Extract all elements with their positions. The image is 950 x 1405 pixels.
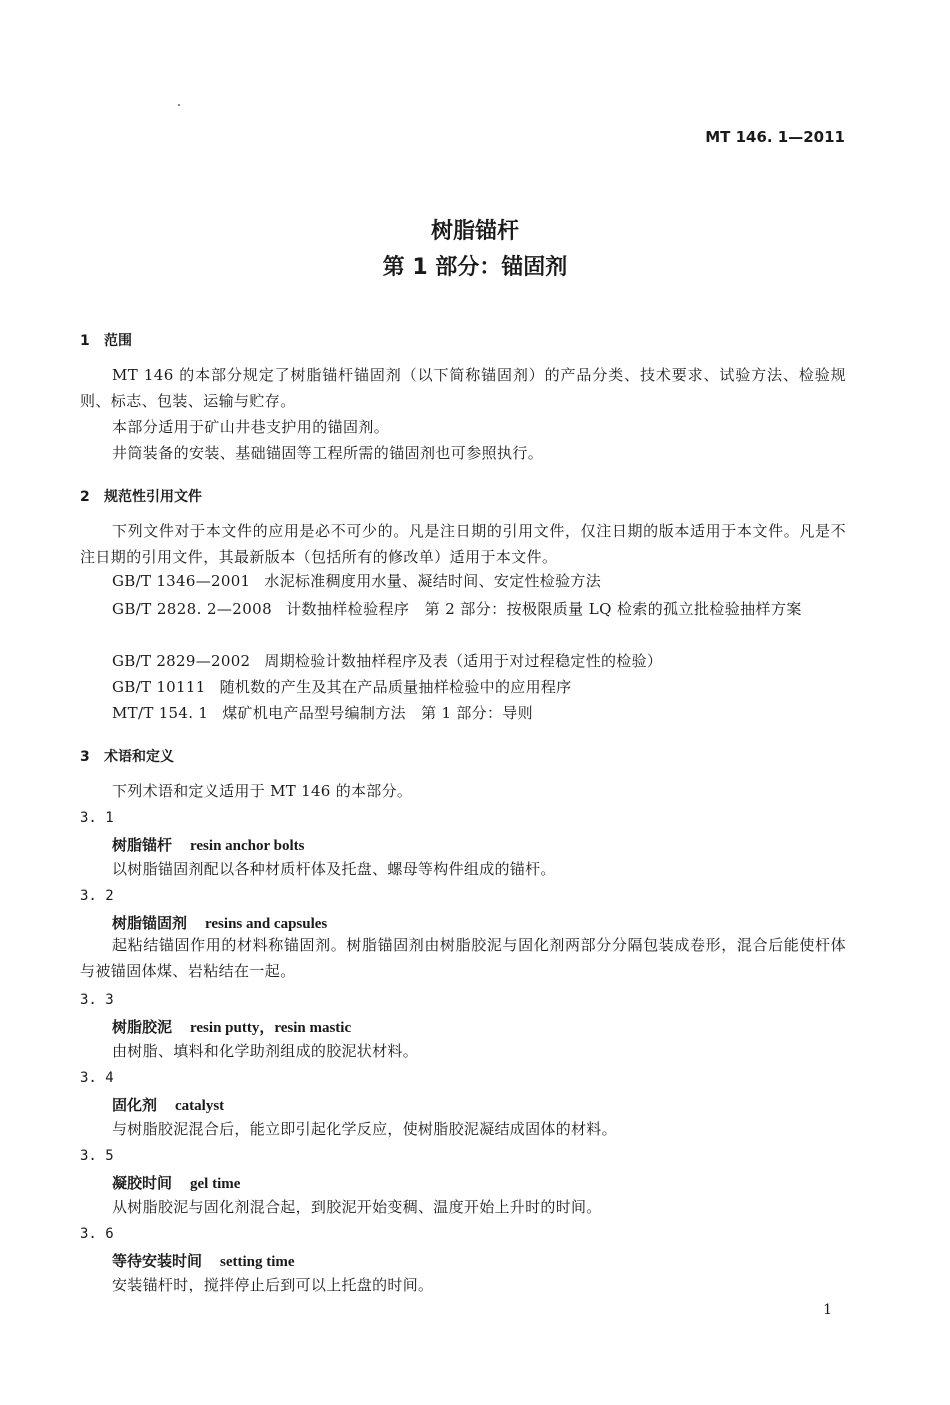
reference-code: GB/T 2829—2002 xyxy=(112,652,251,670)
paragraph: 本部分适用于矿山井巷支护用的锚固剂。 xyxy=(112,418,390,436)
term-heading xyxy=(112,1016,351,1037)
term-en: resin putty，resin mastic xyxy=(190,1020,352,1036)
term-number: 3. 4 xyxy=(80,1070,114,1086)
reference-code: GB/T 2828. 2—2008 xyxy=(112,600,273,618)
term-zh: 树脂锚杆 xyxy=(112,836,173,854)
section-2-heading xyxy=(80,486,202,506)
paragraph: MT 146 的本部分规定了树脂锚杆锚固剂（以下简称锚固剂）的产品分类、技术要求、试验方法、检验规则、标志、包装、运输与贮存。 xyxy=(80,366,846,410)
section-title: 范围 xyxy=(104,333,132,349)
term-heading xyxy=(112,912,327,933)
section-3-heading xyxy=(80,746,174,766)
reference-code: GB/T 10111 xyxy=(112,678,206,696)
term-number: 3. 2 xyxy=(80,888,114,904)
term-heading xyxy=(112,1094,224,1115)
term-definition: 起粘结锚固作用的材料称锚固剂。树脂锚固剂由树脂胶泥与固化剂两部分分隔包装成卷形，混合后能使杆体与被锚固体煤、岩粘结在一起。 xyxy=(80,936,846,980)
term-definition: 从树脂胶泥与固化剂混合起，到胶泥开始变稠、温度开始上升时的时间。 xyxy=(112,1198,602,1216)
term-definition: 由树脂、填料和化学助剂组成的胶泥状材料。 xyxy=(112,1042,419,1060)
section-number: 3 xyxy=(80,749,90,765)
term-number: 3. 1 xyxy=(80,810,114,826)
term-heading xyxy=(112,1250,295,1271)
document-subtitle: 第 1 部分：锚固剂 xyxy=(382,255,568,280)
paragraph: 下列术语和定义适用于 MT 146 的本部分。 xyxy=(112,782,413,800)
term-definition: 安装锚杆时，搅拌停止后到可以上托盘的时间。 xyxy=(112,1276,434,1294)
reference-title: 水泥标准稠度用水量、凝结时间、安定性检验方法 xyxy=(264,572,601,590)
section-1-heading xyxy=(80,330,132,350)
section-title: 规范性引用文件 xyxy=(104,489,202,505)
reference-title: 周期检验计数抽样程序及表（适用于对过程稳定性的检验） xyxy=(264,652,663,670)
paragraph: 下列文件对于本文件的应用是必不可少的。凡是注日期的引用文件，仅注日期的版本适用于本文件。凡是不注日期的引用文件，其最新版本（包括所有的修改单）适用于本文件。 xyxy=(80,522,846,566)
reference-item xyxy=(112,702,533,723)
scan-speck xyxy=(178,104,180,106)
reference-item xyxy=(80,596,846,622)
term-definition: 以树脂锚固剂配以各种材质杆体及托盘、螺母等构件组成的锚杆。 xyxy=(112,860,556,878)
term-en: catalyst xyxy=(175,1098,225,1114)
term-number: 3. 6 xyxy=(80,1226,114,1242)
reference-title: 计数抽样检验程序 第 2 部分：按极限质量 LQ 检索的孤立批检验抽样方案 xyxy=(286,600,802,618)
reference-item xyxy=(112,650,662,671)
section-number: 1 xyxy=(80,333,90,349)
reference-item xyxy=(112,676,571,697)
term-definition: 与树脂胶泥混合后，能立即引起化学反应，使树脂胶泥凝结成固体的材料。 xyxy=(112,1120,617,1138)
reference-code: GB/T 1346—2001 xyxy=(112,572,251,590)
term-heading xyxy=(112,1172,240,1193)
term-zh: 固化剂 xyxy=(112,1096,158,1114)
reference-code: MT/T 154. 1 xyxy=(112,704,209,722)
term-number: 3. 5 xyxy=(80,1148,114,1164)
term-en: setting time xyxy=(220,1254,295,1270)
term-heading xyxy=(112,834,304,855)
term-en: resin anchor bolts xyxy=(190,838,305,854)
term-en: gel time xyxy=(190,1176,241,1192)
section-number: 2 xyxy=(80,489,90,505)
paragraph: 井筒装备的安装、基础锚固等工程所需的锚固剂也可参照执行。 xyxy=(112,444,544,462)
reference-title: 随机数的产生及其在产品质量抽样检验中的应用程序 xyxy=(219,678,572,696)
term-zh: 树脂锚固剂 xyxy=(112,914,188,932)
term-en: resins and capsules xyxy=(205,916,328,932)
term-zh: 等待安装时间 xyxy=(112,1252,203,1270)
term-number: 3. 3 xyxy=(80,992,114,1008)
document-title: 树脂锚杆 xyxy=(430,219,519,244)
term-zh: 树脂胶泥 xyxy=(112,1018,173,1036)
standard-number: MT 146. 1—2011 xyxy=(705,128,845,146)
page-number: 1 xyxy=(823,1302,832,1318)
reference-title: 煤矿机电产品型号编制方法 第 1 部分：导则 xyxy=(222,704,533,722)
term-zh: 凝胶时间 xyxy=(112,1174,173,1192)
section-title: 术语和定义 xyxy=(104,749,174,765)
reference-item xyxy=(112,570,601,591)
